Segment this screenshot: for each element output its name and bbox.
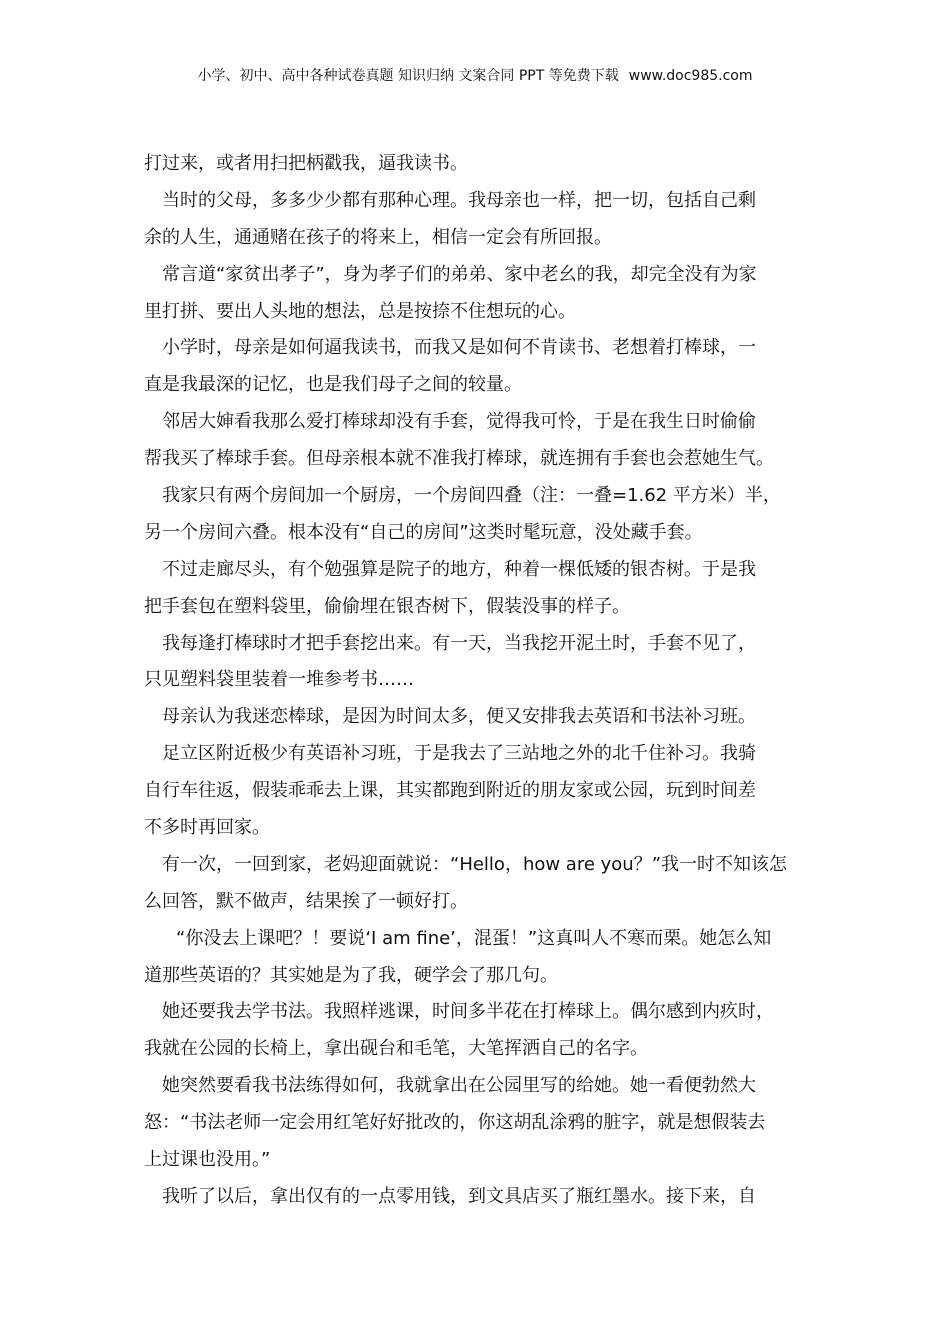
- text-line: 不多时再回家。: [144, 817, 270, 839]
- text-line: 自行车往返，假装乖乖去上课，其实都跑到附近的朋友家或公园，玩到时间差: [144, 780, 756, 802]
- text-line: 帮我买了棒球手套。但母亲根本就不准我打棒球，就连拥有手套也会惹她生气。: [144, 448, 774, 470]
- text-line: 余的人生，通通赌在孩子的将来上，相信一定会有所回报。: [144, 226, 612, 248]
- text-line: 怒：“书法老师一定会用红笔好好批改的，你这胡乱涂鸦的脏字，就是想假装去: [144, 1112, 766, 1134]
- article-body: [144, 146, 808, 1216]
- text-line: 我家只有两个房间加一个厨房，一个房间四叠（注：一叠=1.62 平方米）半，: [162, 485, 781, 507]
- text-line: 小学时，母亲是如何逼我读书，而我又是如何不肯读书、老想着打棒球，一: [162, 337, 756, 359]
- page-header: [0, 66, 950, 86]
- text-line: 么回答，默不做声，结果挨了一顿好打。: [144, 890, 468, 912]
- text-line: 常言道“家贫出孝子”，身为孝子们的弟弟、家中老幺的我，却完全没有为家: [162, 263, 757, 285]
- text-line: 母亲认为我迷恋棒球，是因为时间太多，便又安排我去英语和书法补习班。: [162, 706, 756, 728]
- text-line: 另一个房间六叠。根本没有“自己的房间”这类时髦玩意，没处藏手套。: [144, 521, 703, 543]
- text-line: 她突然要看我书法练得如何，我就拿出在公园里写的给她。她一看便勃然大: [162, 1075, 756, 1097]
- text-line: 足立区附近极少有英语补习班，于是我去了三站地之外的北千住补习。我骑: [162, 743, 756, 765]
- text-line: 上过课也没用。”: [144, 1149, 271, 1171]
- text-line: 把手套包在塑料袋里，偷偷埋在银杏树下，假装没事的样子。: [144, 595, 630, 617]
- header-site-url[interactable]: www.doc985.com: [628, 68, 753, 84]
- text-line: 打过来，或者用扫把柄戳我，逼我读书。: [144, 153, 468, 174]
- text-line: 我就在公园的长椅上，拿出砚台和毛笔，大笔挥洒自己的名字。: [144, 1038, 648, 1060]
- text-line: 邻居大婶看我那么爱打棒球却没有手套，觉得我可怜，于是在我生日时偷偷: [162, 411, 756, 433]
- text-line: 当时的父母，多多少少都有那种心理。我母亲也一样，把一切，包括自己剩: [162, 189, 756, 211]
- header-text: 小学、初中、高中各种试卷真题 知识归纳 文案合同 PPT 等免费下载: [197, 68, 619, 84]
- text-line: 只见塑料袋里装着一堆参考书……: [144, 669, 414, 691]
- text-line: 道那些英语的？其实她是为了我，硬学会了那几句。: [144, 964, 558, 986]
- text-line: 有一次，一回到家，老妈迎面就说：“Hello，how are you？”我一时不知该怎: [162, 853, 788, 875]
- text-line: 她还要我去学书法。我照样逃课，时间多半花在打棒球上。偶尔感到内疚时，: [162, 1001, 774, 1023]
- text-line: 里打拼、要出人头地的想法，总是按捺不住想玩的心。: [144, 300, 576, 322]
- text-line: 我听了以后，拿出仅有的一点零用钱，到文具店买了瓶红墨水。接下来，自: [162, 1185, 756, 1207]
- text-line: 不过走廊尽头，有个勉强算是院子的地方，种着一棵低矮的银杏树。于是我: [162, 558, 756, 580]
- text-line: 直是我最深的记忆，也是我们母子之间的较量。: [144, 374, 522, 396]
- text-line: “你没去上课吧？！要说‘I am fine’，混蛋！”这真叫人不寒而栗。她怎么知: [176, 927, 772, 949]
- text-line: 我每逢打棒球时才把手套挖出来。有一天，当我挖开泥土时，手套不见了，: [162, 632, 756, 654]
